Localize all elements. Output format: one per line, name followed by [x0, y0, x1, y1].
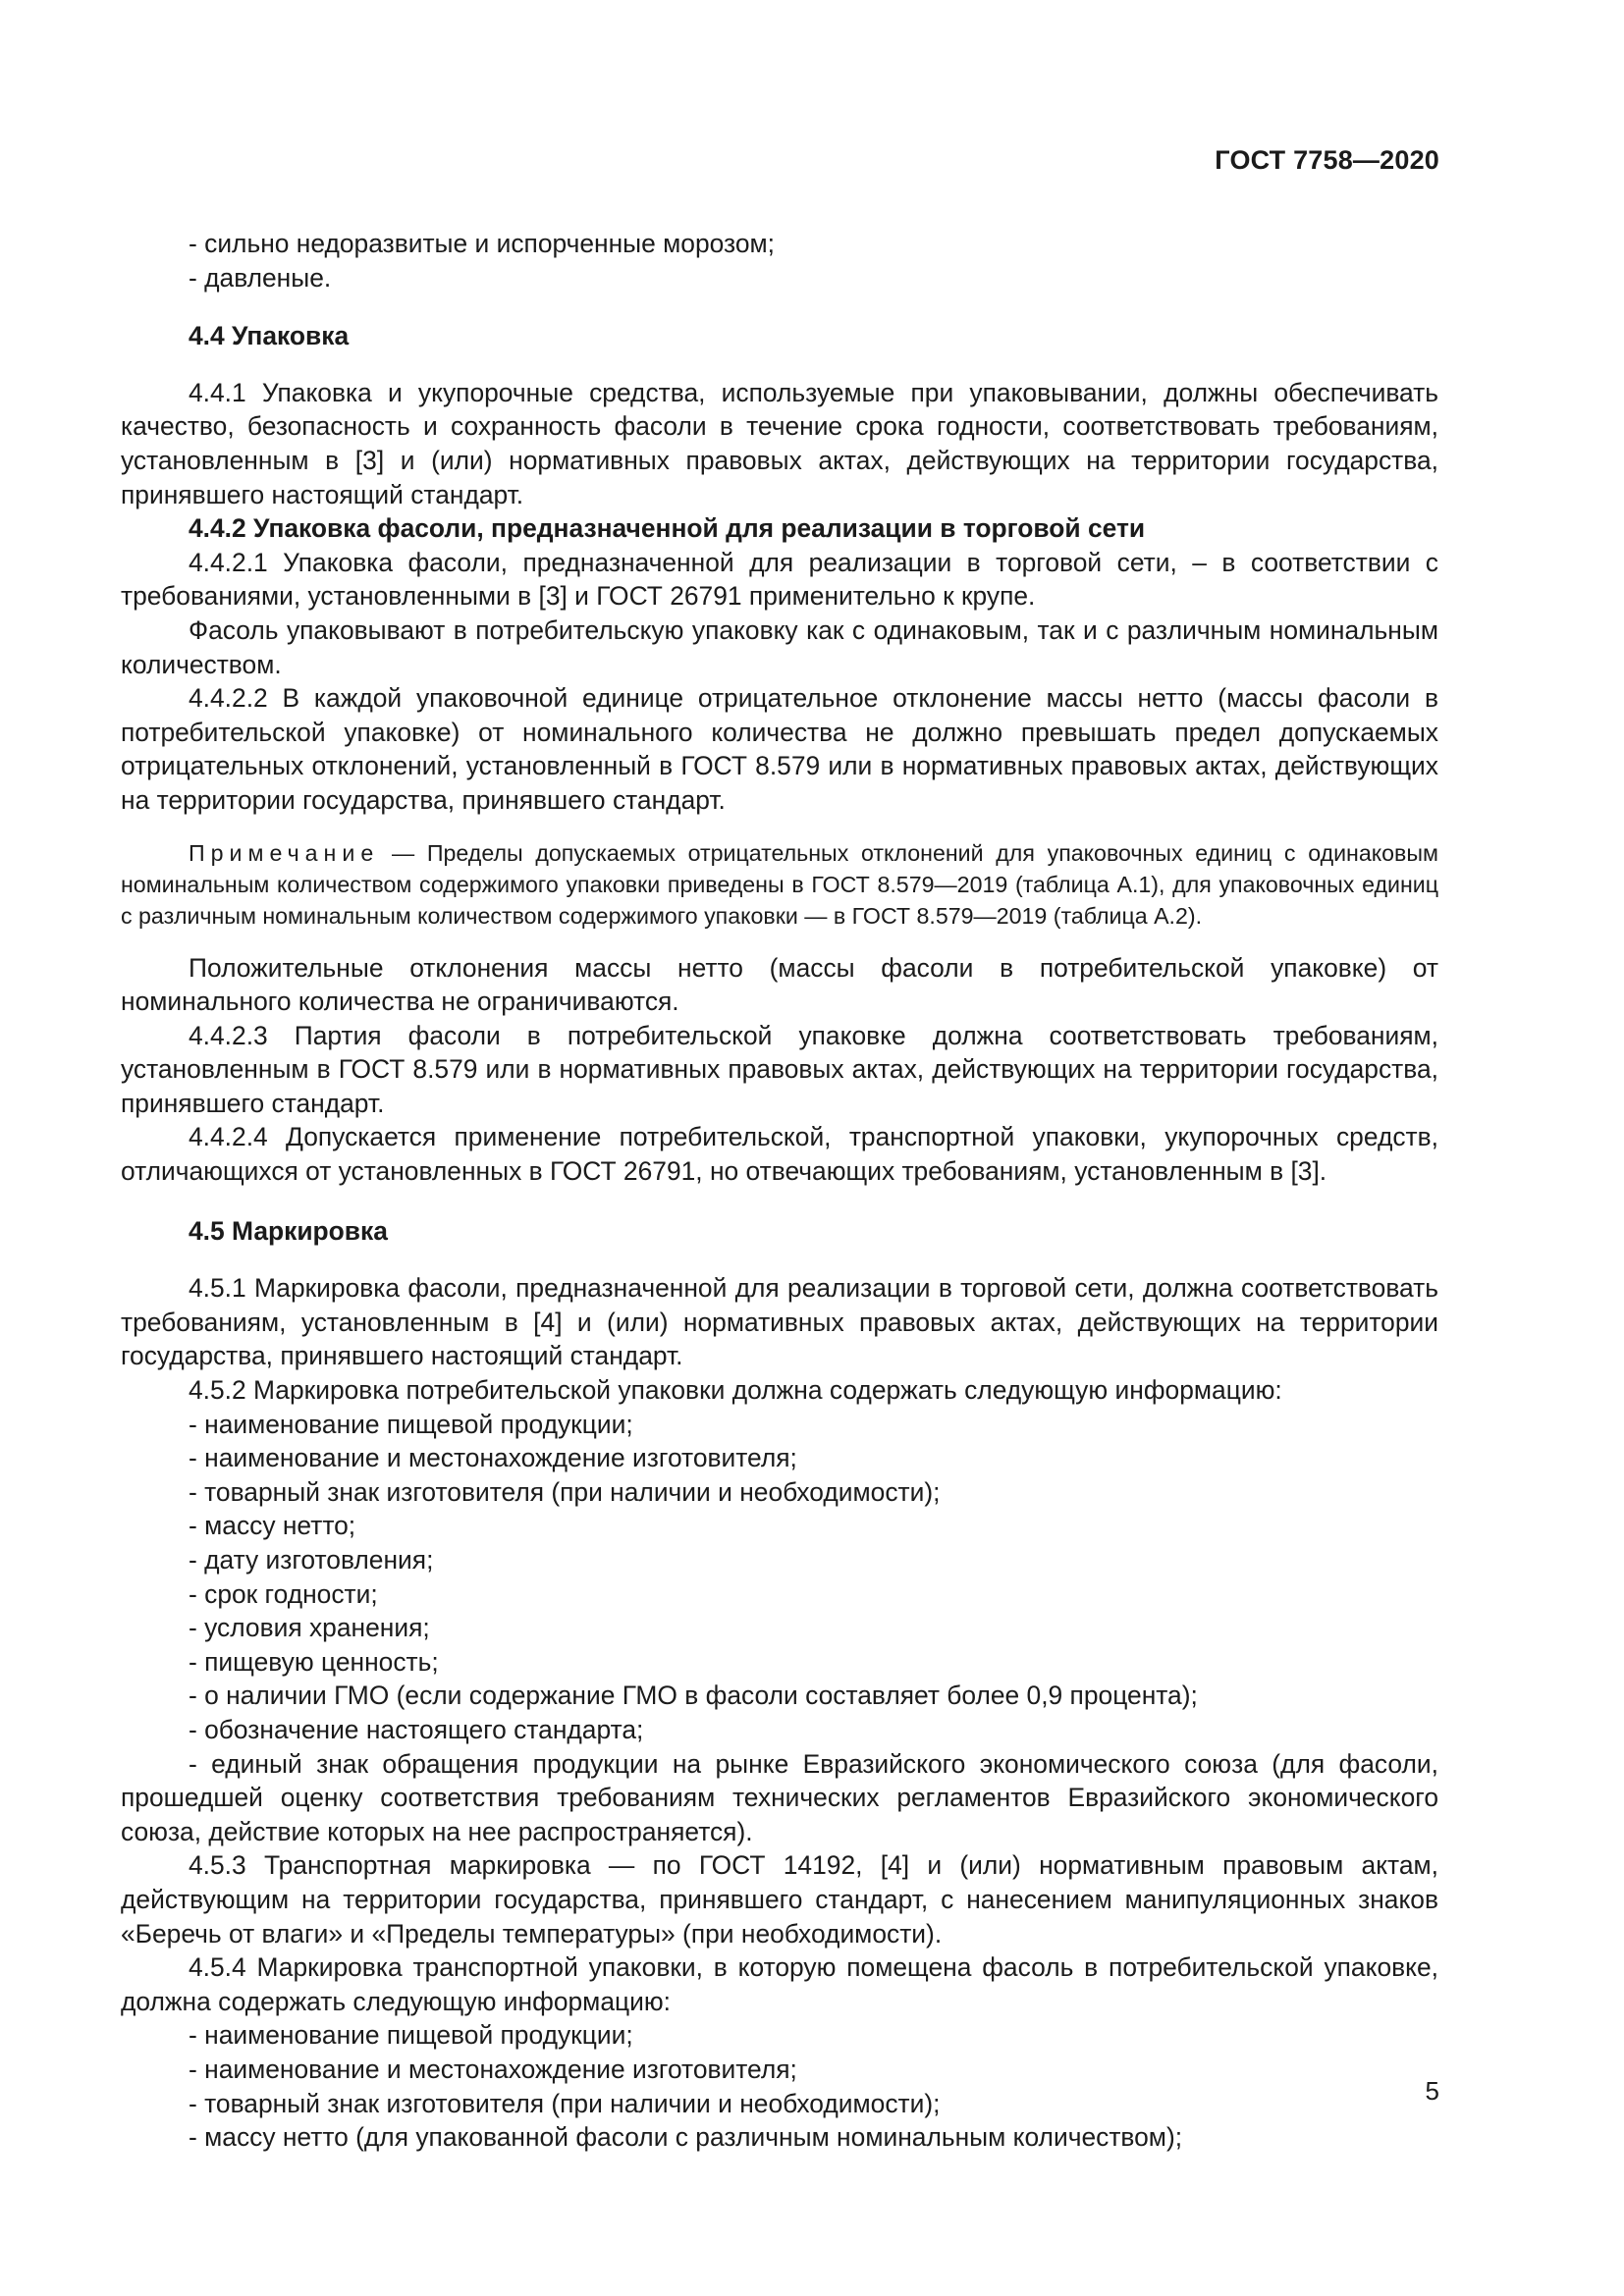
list-item: - массу нетто; — [189, 1511, 356, 1541]
paragraph-4-4-1: 4.4.1 Упаковка и укупорочные средства, используемые при упаковывании, должны обеспечивать качество, безопасность и сохранность фасоли в течение срока годности, соответствовать требованиям, установленным в [3] и (или) нормативных правовых актах, действующих на территории государства, принявшего настоящий стандарт. — [121, 377, 1438, 509]
list-item: - наименование и местонахождение изготовителя; — [189, 1443, 797, 1473]
paragraph-4-4-2-2: 4.4.2.2 В каждой упаковочной единице отрицательное отклонение массы нетто (массы фасоли в потребительской упаковке) от номинального количества не должно превышать предел допускаемых отрицательных отклонений, установленный в ГОСТ 8.579 или в нормативных правовых актах, действующих на территории государства, принявшего стандарт. — [121, 683, 1438, 815]
list-item: - сильно недоразвитые и испорченные морозом; — [189, 229, 775, 258]
list-item: - обозначение настоящего стандарта; — [189, 1714, 644, 1744]
note-label: Примечание — [189, 839, 380, 866]
list-item: - пищевую ценность; — [189, 1646, 439, 1677]
paragraph-4-5-1: 4.5.1 Маркировка фасоли, предназначенной для реализации в торговой сети, должна соответствовать требованиям, установленным в [4] и (или) нормативных правовых актах, действующих на территории государства, принявшего настоящий стандарт. — [121, 1273, 1438, 1371]
note-block — [121, 837, 1438, 932]
paragraph-positive-deviation: Положительные отклонения массы нетто (массы фасоли в потребительской упаковке) от номинального количества не ограничиваются. — [121, 952, 1438, 1017]
list-item: - дату изготовления; — [189, 1545, 434, 1575]
list-item: - товарный знак изготовителя (при наличии и необходимости); — [189, 1476, 941, 1507]
list-item: - о наличии ГМО (если содержание ГМО в фасоли составляет более 0,9 процента); — [189, 1681, 1198, 1711]
list-item: - наименование пищевой продукции; — [189, 1409, 633, 1439]
list-item: - давленые. — [189, 262, 332, 293]
list-item: - срок годности; — [189, 1578, 378, 1609]
list-item: - массу нетто (для упакованной фасоли с различным номинальным количеством); — [189, 2122, 1183, 2153]
paragraph-eac-mark: - единый знак обращения продукции на рынке Евразийского экономического союза (для фасоли, прошедшей оценку соответствия требованиям технических регламентов Евразийского экономического союза, действие которых на нее распространяется). — [121, 1748, 1438, 1846]
list-item: - условия хранения; — [189, 1613, 430, 1643]
list-item: - товарный знак изготовителя (при наличии и необходимости); — [189, 2088, 941, 2118]
section-heading-4-4: 4.4 Упаковка — [189, 321, 350, 351]
paragraph-4-5-2: 4.5.2 Маркировка потребительской упаковки должна содержать следующую информацию: — [189, 1375, 1282, 1406]
list-item: - наименование и местонахождение изготовителя; — [189, 2054, 797, 2084]
page-body — [121, 227, 1438, 2155]
paragraph-4-4-2-4: 4.4.2.4 Допускается применение потребительской, транспортной упаковки, укупорочных средств, отличающихся от установленных в ГОСТ 26791, но отвечающих требованиям, установленным в [3]. — [121, 1122, 1438, 1187]
paragraph-4-5-3: 4.5.3 Транспортная маркировка — по ГОСТ 14192, [4] и (или) нормативным правовым актам, действующим на территории государства, принявшего стандарт, с нанесением манипуляционных знаков «Беречь от влаги» и «Пределы температуры» (при необходимости). — [121, 1850, 1438, 1949]
paragraph-4-5-4: 4.5.4 Маркировка транспортной упаковки, в которую помещена фасоль в потребительской упаковке, должна содержать следующую информацию: — [121, 1952, 1438, 2016]
subsection-heading-4-4-2: 4.4.2 Упаковка фасоли, предназначенной для реализации в торговой сети — [189, 513, 1146, 544]
note-text: — Пределы допускаемых отрицательных отклонений для упаковочных единиц с одинаковым номинальным количеством содержимого упаковки приведены в ГОСТ 8.579—2019 (таблица А.1), для упаковочных единиц с различным номинальным количеством содержимого упаковки — в ГОСТ 8.579—2019 (таблица А.2). — [121, 839, 1438, 929]
paragraph-packing: Фасоль упаковывают в потребительскую упаковку как с одинаковым, так и с различным номинальным количеством. — [121, 614, 1438, 679]
section-heading-4-5: 4.5 Маркировка — [189, 1215, 388, 1246]
paragraph-4-4-2-1: 4.4.2.1 Упаковка фасоли, предназначенной для реализации в торговой сети, – в соответствии с требованиями, установленными в [3] и ГОСТ 26791 применительно к крупе. — [121, 547, 1438, 612]
paragraph-4-4-2-3: 4.4.2.3 Партия фасоли в потребительской упаковке должна соответствовать требованиям, установленным в ГОСТ 8.579 или в нормативных правовых актах, действующих на территории государства, принявшего стандарт. — [121, 1020, 1438, 1118]
standard-designation: ГОСТ 7758—2020 — [1215, 145, 1439, 175]
list-item: - наименование пищевой продукции; — [189, 2020, 633, 2051]
page-number: 5 — [1425, 2076, 1439, 2106]
